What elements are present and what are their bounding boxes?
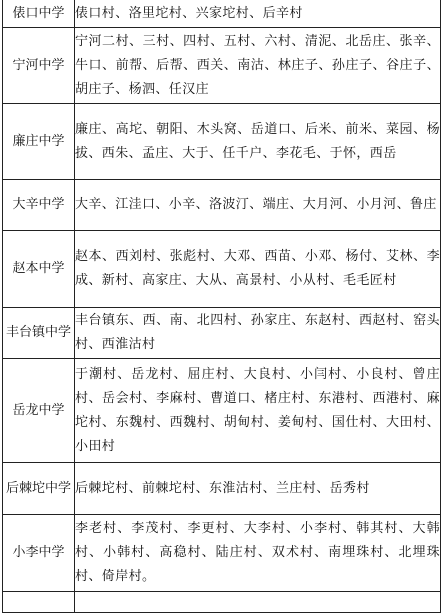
school-name: 廉庄中学 <box>3 104 75 180</box>
village-list: 李老村、李茂村、李更村、大李村、小李村、韩其村、大韩村、小韩村、高稳村、陆庄村、双术村、南埋珠村、北埋珠村、倚岸村。 <box>75 515 441 592</box>
village-list: 丰台镇东、西、南、北四村、孙家庄、东赵村、西赵村、窑头村、西淮沽村 <box>75 308 441 359</box>
school-name: 后棘坨中学 <box>3 463 75 515</box>
village-list <box>75 592 441 613</box>
village-list: 俵口村、洛里坨村、兴家坨村、后辛村 <box>75 0 441 28</box>
table-row <box>3 515 441 592</box>
school-name <box>3 592 75 613</box>
table-row <box>3 592 441 613</box>
school-village-table <box>2 0 441 613</box>
school-name: 丰台镇中学 <box>3 308 75 359</box>
table-row <box>3 0 441 28</box>
school-name: 俵口中学 <box>3 0 75 28</box>
table-row <box>3 359 441 463</box>
school-name: 岳龙中学 <box>3 359 75 463</box>
village-list: 宁河二村、三村、四村、五村、六村、清泥、北岳庄、张辛、牛口、前帮、后帮、西关、南沽、林庄子、孙庄子、谷庄子、胡庄子、杨泗、任汉庄 <box>75 28 441 104</box>
village-list: 廉庄、高坨、朝阳、木头窝、岳道口、后米、前米、菜园、杨拔、西朱、孟庄、大于、任千户、李花毛、于怀，西岳 <box>75 104 441 180</box>
school-name: 大辛中学 <box>3 180 75 231</box>
table-row <box>3 308 441 359</box>
school-name: 赵本中学 <box>3 231 75 308</box>
village-list: 于潮村、岳龙村、屈庄村、大良村、小闫村、小良村、曾庄村、岳会村、李麻村、曹道口、楮庄村、东港村、西港村、麻坨村、东魏村、西魏村、胡甸村、姜甸村、国仕村、大田村、小田村 <box>75 359 441 463</box>
table-row <box>3 180 441 231</box>
table-row <box>3 463 441 515</box>
table-row <box>3 28 441 104</box>
school-name: 宁河中学 <box>3 28 75 104</box>
village-list: 大辛、江洼口、小辛、洛波汀、端庄、大月河、小月河、鲁庄 <box>75 180 441 231</box>
school-name: 小李中学 <box>3 515 75 592</box>
table-row <box>3 104 441 180</box>
village-list: 后棘坨村、前棘坨村、东淮沽村、兰庄村、岳秀村 <box>75 463 441 515</box>
table-row <box>3 231 441 308</box>
village-list: 赵本、西刘村、张彪村、大邓、西苗、小邓、杨付、艾林、李成、新村、高家庄、大从、高景村、小从村、毛毛匠村 <box>75 231 441 308</box>
